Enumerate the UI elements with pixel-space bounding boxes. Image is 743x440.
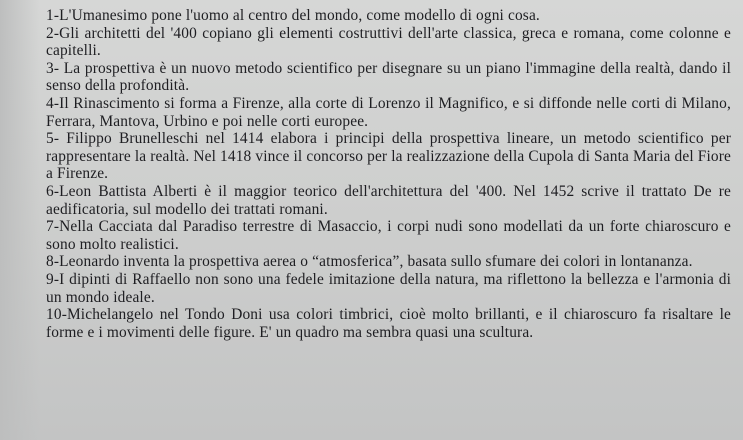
page-shadow xyxy=(0,0,40,440)
list-item: 6-Leon Battista Alberti è il maggior teorico dell'architettura del '400. Nel 1452 scrive il trattato De re aedificatoria, sul modello dei trattati romani. xyxy=(46,182,731,218)
list-item: 4-Il Rinascimento si forma a Firenze, alla corte di Lorenzo il Magnifico, e si diffonde nelle corti di Milano, Ferrara, Mantova, Urbino e poi nelle corti europee. xyxy=(46,94,731,130)
list-item: 3- La prospettiva è un nuovo metodo scientifico per disegnare su un piano l'immagine della realtà, dando il senso della profondità. xyxy=(46,59,731,95)
list-item: 1-L'Umanesimo pone l'uomo al centro del mondo, come modello di ogni cosa. xyxy=(46,7,540,24)
list-item: 5- Filippo Brunelleschi nel 1414 elabora i principi della prospettiva lineare, un metodo scientifico per rappresentare la realtà. Nel 1418 vince il concorso per la realizzazione della Cupola di Santa Maria del Fiore a Firenze. xyxy=(46,130,731,183)
list-item: 2-Gli architetti del '400 copiano gli elementi costruttivi dell'arte classica, greca e romana, come colonne e capitelli. xyxy=(46,24,731,60)
list-item: 9-I dipinti di Raffaello non sono una fedele imitazione della natura, ma riflettono la bellezza e l'armonia di un mondo ideale. xyxy=(46,270,731,306)
list-item: 8-Leonardo inventa la prospettiva aerea o “atmosferica”, basata sullo sfumare dei colori in lontananza. xyxy=(46,253,693,271)
list-item: 7-Nella Cacciata dal Paradiso terrestre di Masaccio, i corpi nudi sono modellati da un forte chiaroscuro e sono molto realistici. xyxy=(46,218,731,253)
list-item: 10-Michelangelo nel Tondo Doni usa colori timbrici, cioè molto brillanti, e il chiaroscuro fa risaltare le forme e i movimenti delle figure. E' un quadro ma sembra quasi una scultura. xyxy=(46,306,731,341)
